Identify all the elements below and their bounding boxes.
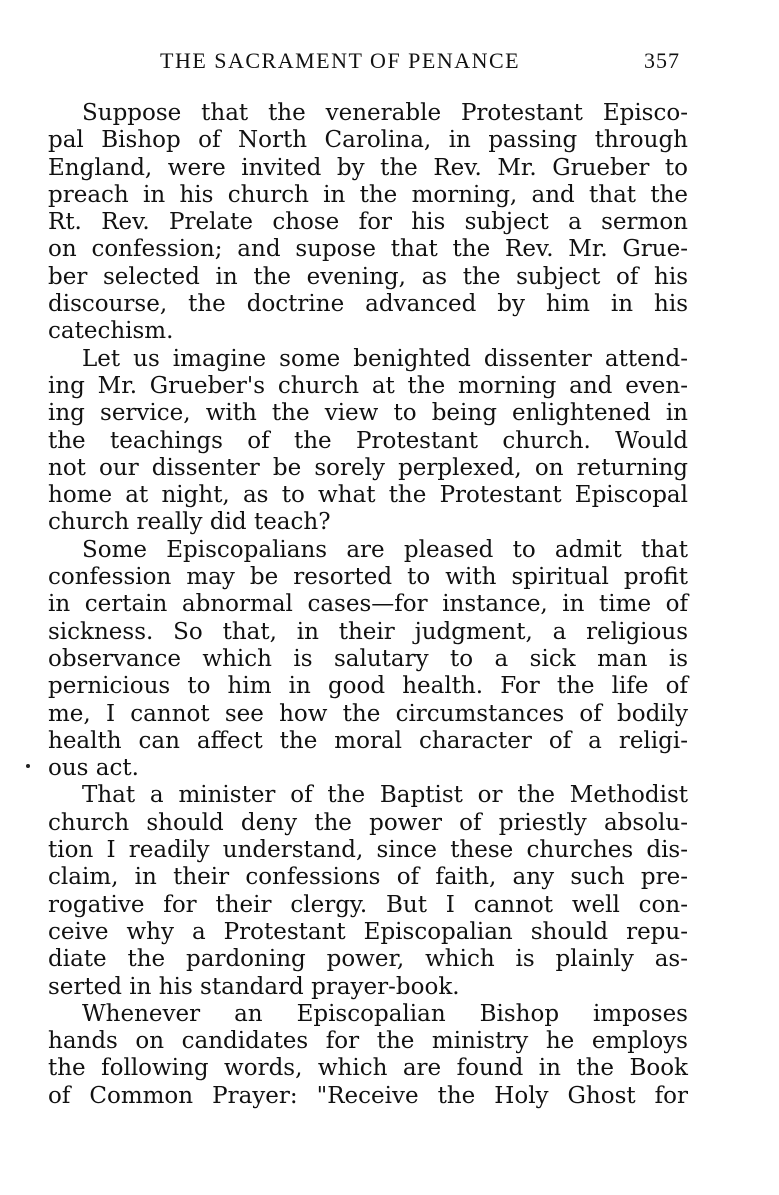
text-line: sickness. So that, in their judgment, a religious	[48, 618, 688, 645]
text-line: rogative for their clergy. But I cannot well con-	[48, 891, 688, 918]
text-line: That a minister of the Baptist or the Methodist	[82, 782, 688, 809]
text-line: Whenever an Episcopalian Bishop imposes	[82, 1000, 688, 1027]
text-line: home at night, as to what the Protestant Episcopal	[48, 482, 688, 509]
text-line: England, were invited by the Rev. Mr. Grueber to	[48, 154, 688, 181]
text-line: on confession; and supose that the Rev. Mr. Grue-	[48, 236, 688, 263]
paragraph	[48, 537, 688, 783]
text-line: diate the pardoning power, which is plainly as-	[48, 946, 688, 973]
text-line: in certain abnormal cases—for instance, in time of	[48, 591, 688, 618]
paragraph	[48, 100, 688, 346]
text-line: Let us imagine some benighted dissenter attend-	[82, 345, 688, 372]
text-line: Rt. Rev. Prelate chose for his subject a sermon	[48, 209, 688, 236]
text-line: discourse, the doctrine advanced by him in his	[48, 291, 688, 318]
margin-speck	[26, 764, 30, 768]
text-line: tion I readily understand, since these churches dis-	[48, 837, 688, 864]
text-line: pernicious to him in good health. For the life of	[48, 673, 688, 700]
text-line: observance which is salutary to a sick man is	[48, 645, 688, 672]
running-head	[160, 46, 680, 76]
text-line: the teachings of the Protestant church. Would	[48, 427, 688, 454]
text-line: Suppose that the venerable Protestant Episco-	[82, 100, 688, 126]
paragraph	[48, 1001, 688, 1110]
text-line: of Common Prayer: "Receive the Holy Ghost for	[48, 1082, 688, 1109]
text-line: catechism.	[48, 318, 174, 345]
text-line: ber selected in the evening, as the subject of his	[48, 263, 688, 290]
running-title: THE SACRAMENT OF PENANCE	[160, 48, 521, 73]
text-line: the following words, which are found in the Book	[48, 1055, 688, 1082]
text-line: not our dissenter be sorely perplexed, on returning	[48, 454, 688, 481]
text-line: serted in his standard prayer-book.	[48, 973, 460, 1000]
paragraph	[48, 782, 688, 1000]
text-line: ous act.	[48, 755, 139, 782]
text-line: church should deny the power of priestly absolu-	[48, 809, 688, 836]
text-line: ing service, with the view to being enlightened in	[48, 400, 688, 427]
text-line: ceive why a Protestant Episcopalian should repu-	[48, 918, 688, 945]
text-line: preach in his church in the morning, and that the	[48, 181, 688, 208]
text-line: hands on candidates for the ministry he employs	[48, 1028, 688, 1055]
text-line: me, I cannot see how the circumstances of bodily	[48, 700, 688, 727]
text-line: pal Bishop of North Carolina, in passing through	[48, 127, 688, 154]
text-line: confession may be resorted to with spiritual profit	[48, 564, 688, 591]
text-line: claim, in their confessions of faith, any such pre-	[48, 864, 688, 891]
text-line: Some Episcopalians are pleased to admit that	[82, 536, 688, 563]
text-line: church really did teach?	[48, 509, 331, 536]
page-number: 357	[644, 48, 680, 73]
body-text	[48, 100, 688, 1110]
paragraph	[48, 346, 688, 537]
text-line: ing Mr. Grueber's church at the morning and even-	[48, 372, 688, 399]
text-line: health can affect the moral character of a religi-	[48, 727, 688, 754]
